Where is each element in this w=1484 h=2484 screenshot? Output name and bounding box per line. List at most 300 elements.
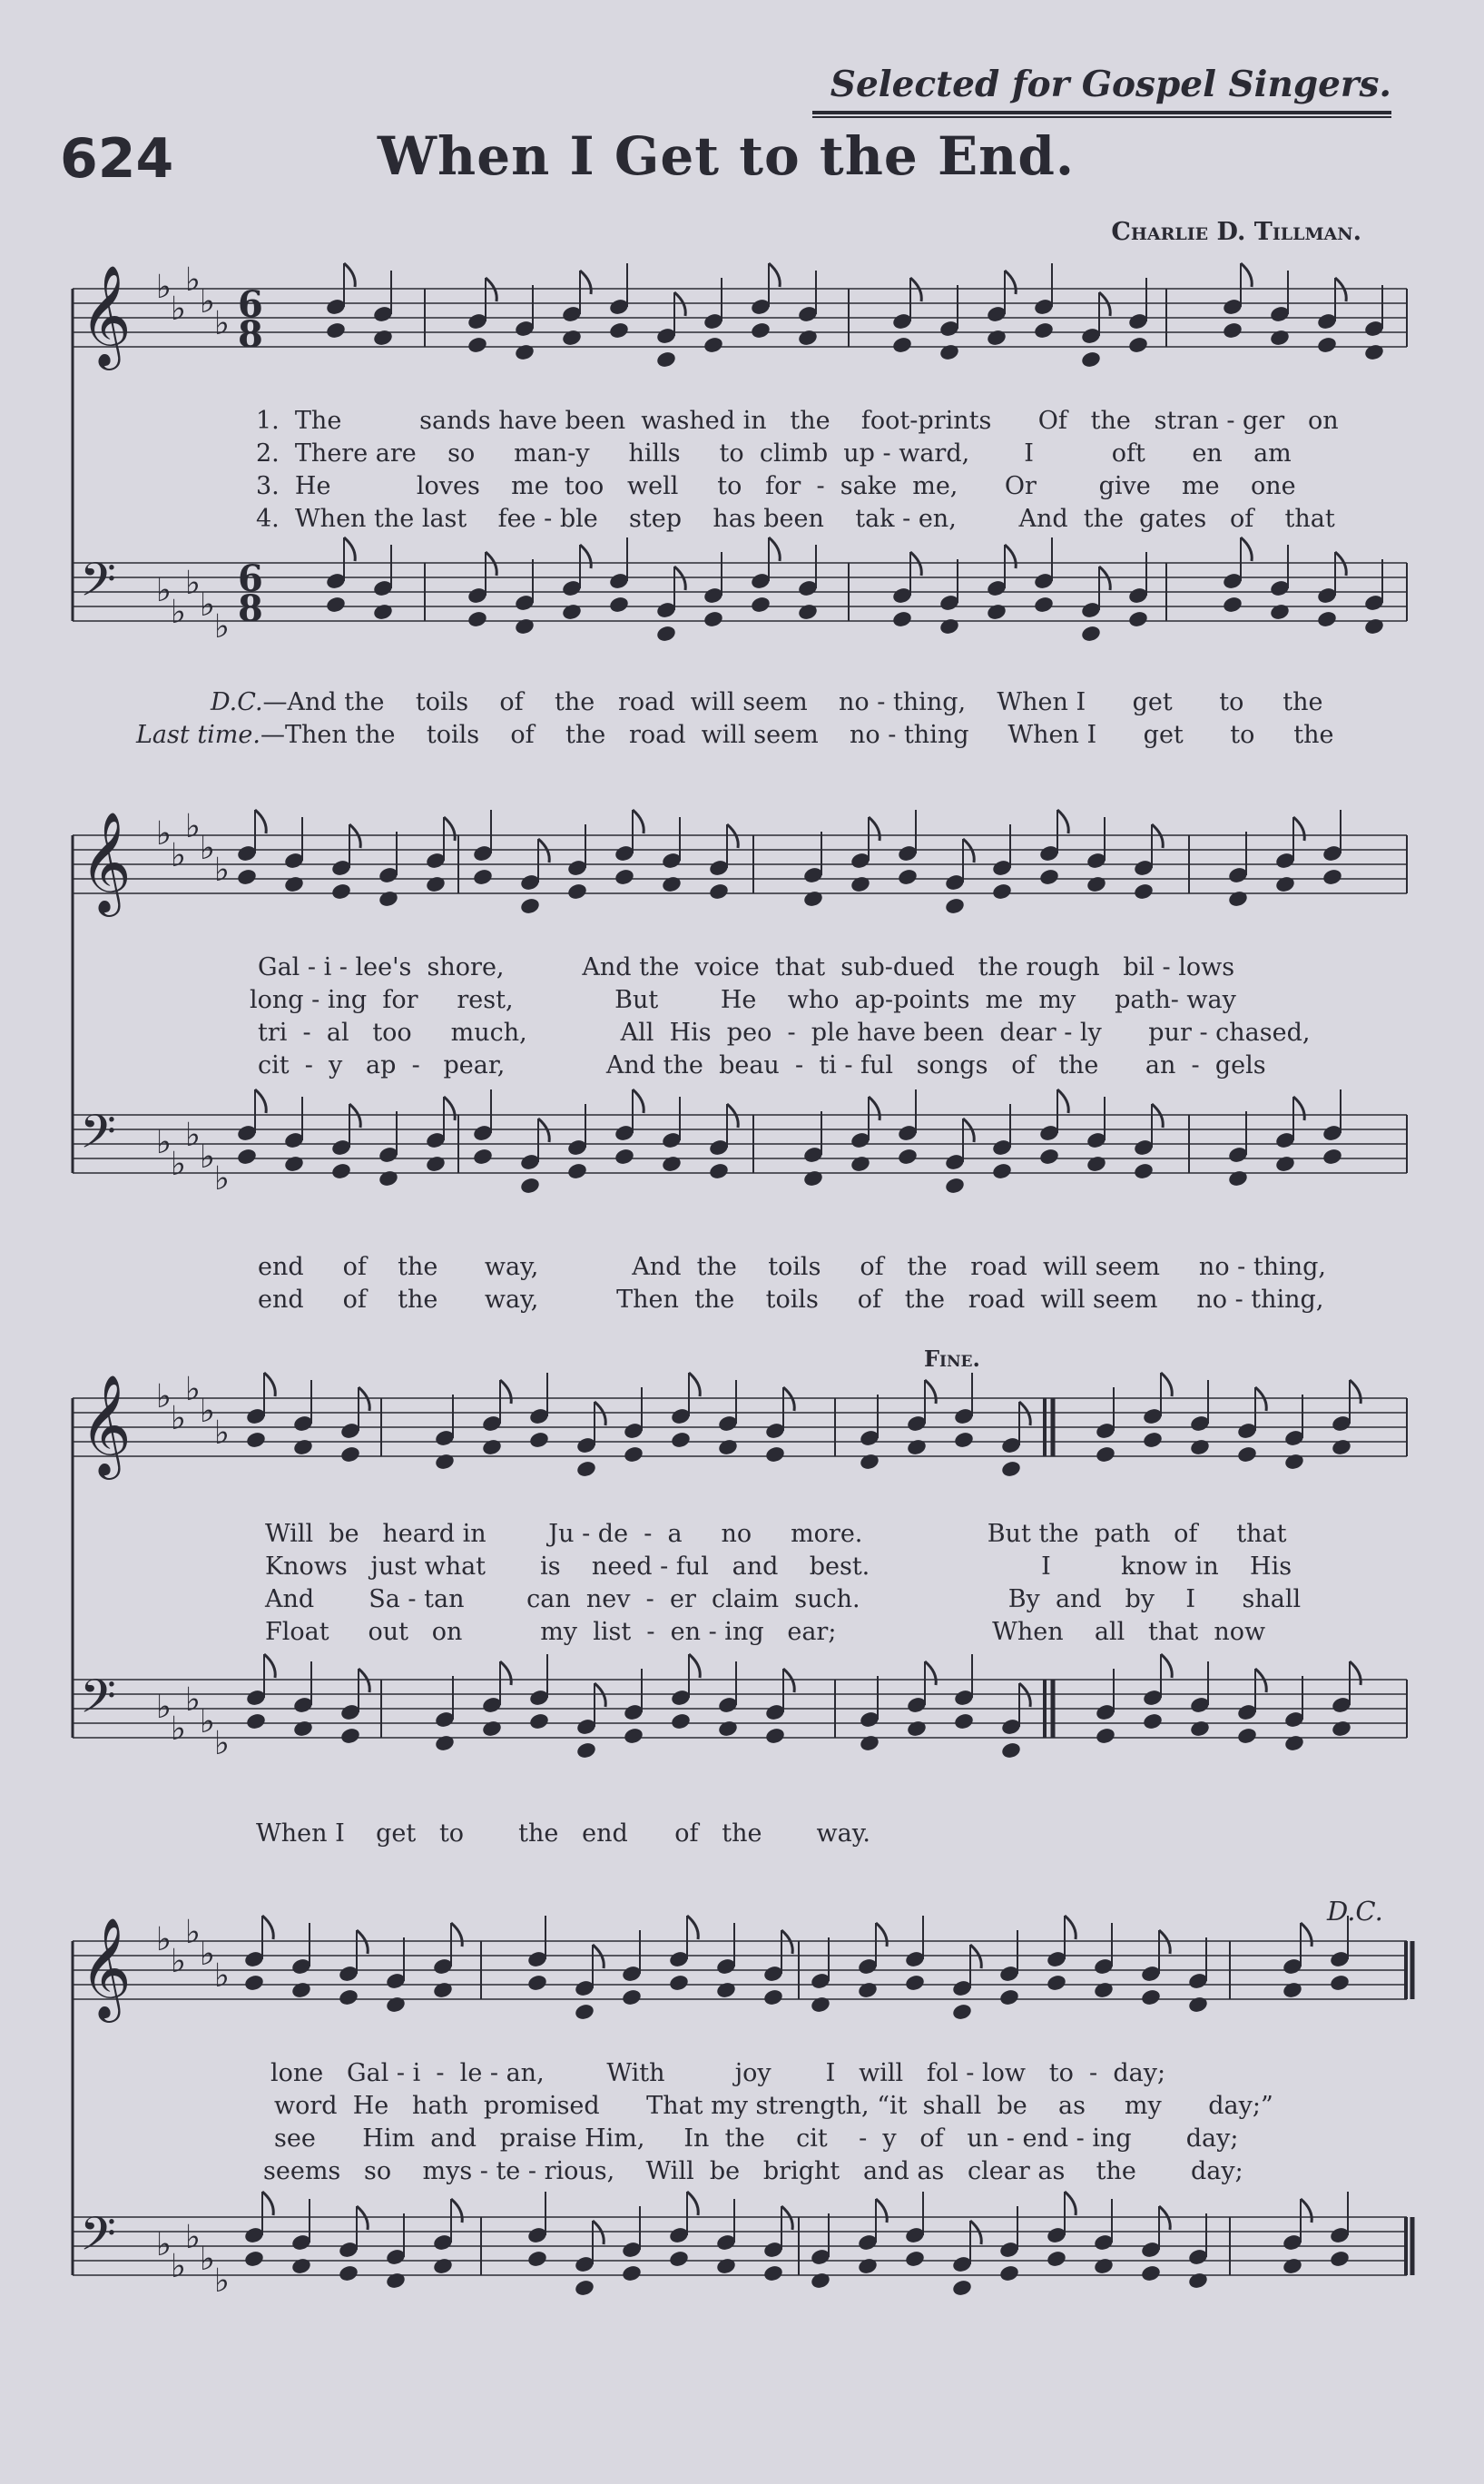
note-head — [519, 1177, 541, 1196]
verse-line: long - ing for rest, But He who ap-points me my path- way — [250, 986, 1236, 1014]
note-head — [750, 596, 771, 615]
flat-icon: ♭ — [156, 815, 172, 853]
chorus-line — [211, 688, 1323, 716]
note-head — [1322, 1148, 1343, 1167]
flat-icon: ♭ — [185, 808, 201, 845]
note-head — [904, 1974, 926, 1993]
note-head — [1222, 321, 1243, 340]
note-flag — [687, 2192, 698, 2215]
time-signature-bottom: 8 — [238, 313, 263, 356]
note-flag — [781, 1930, 792, 1954]
flat-icon: ♭ — [171, 594, 186, 631]
note-flag — [1161, 1373, 1172, 1396]
note-head — [857, 1981, 879, 2000]
note-flag — [357, 2206, 368, 2230]
note-flag — [727, 824, 738, 848]
note-head — [1236, 1445, 1258, 1464]
note-head — [481, 1438, 503, 1457]
note-flag — [727, 1104, 738, 1128]
note-flag — [687, 1916, 698, 1939]
note-head — [283, 875, 305, 894]
note-head — [372, 329, 394, 348]
note-head — [857, 2257, 879, 2276]
note-flag — [633, 1089, 644, 1113]
bass-clef-icon: 𝄢 — [80, 1669, 116, 1735]
flat-icon: ♭ — [156, 1124, 172, 1161]
note-flag — [1293, 1097, 1304, 1120]
note-flag — [1335, 552, 1346, 576]
note-head — [655, 625, 677, 644]
note-head — [1038, 868, 1060, 887]
note-head — [1000, 1741, 1022, 1760]
chorus-line: end of the way, Then the toils of the road will seem no - thing, — [258, 1286, 1324, 1314]
note-flag — [1255, 1387, 1266, 1411]
note-head — [528, 1712, 550, 1731]
note-head — [566, 1162, 588, 1181]
note-head — [621, 2264, 643, 2283]
note-head — [338, 1988, 359, 2007]
note-head — [953, 1431, 975, 1450]
flat-icon: ♭ — [200, 830, 215, 867]
flat-icon: ♭ — [185, 261, 201, 299]
note-head — [1236, 1727, 1258, 1746]
note-flag — [910, 552, 921, 576]
flat-icon: ♭ — [185, 2219, 201, 2256]
note-head — [526, 1974, 548, 1993]
flat-icon: ♭ — [185, 1681, 201, 1719]
note-flag — [1293, 817, 1304, 841]
note-flag — [1241, 537, 1252, 561]
note-head — [1189, 1438, 1211, 1457]
note-head — [1316, 336, 1338, 355]
note-flag — [633, 810, 644, 833]
flat-icon: ♭ — [171, 291, 186, 328]
note-head — [561, 603, 583, 622]
note-head — [378, 890, 399, 909]
note-head — [292, 1720, 314, 1739]
note-head — [1033, 596, 1055, 615]
note-head — [661, 1155, 683, 1174]
note-head — [1316, 610, 1338, 629]
note-head — [1142, 1431, 1164, 1450]
note-flag — [1350, 1661, 1361, 1685]
note-flag — [1152, 824, 1163, 848]
flat-icon: ♭ — [171, 1943, 186, 1980]
note-head — [810, 2272, 831, 2291]
flat-icon: ♭ — [171, 837, 186, 874]
note-flag — [444, 817, 455, 841]
note-head — [668, 1974, 690, 1993]
note-head — [944, 1177, 966, 1196]
note-flag — [1301, 1923, 1312, 1947]
verse-line: And Sa - tan can nev - er claim such. By and by I shall — [265, 1585, 1302, 1613]
note-head — [434, 1453, 456, 1472]
note-head — [1140, 1988, 1162, 2007]
note-flag — [255, 1089, 266, 1113]
note-head — [481, 1720, 503, 1739]
bass-clef-icon: 𝄢 — [80, 1104, 116, 1170]
note-head — [623, 1445, 644, 1464]
note-head — [1227, 890, 1249, 909]
verse-line: Knows just what is need - ful and best. I know in His — [265, 1552, 1292, 1581]
note-head — [906, 1720, 928, 1739]
note-head — [1269, 329, 1291, 348]
note-head — [668, 2250, 690, 2269]
note-flag — [674, 292, 685, 316]
treble-clef-icon: 𝄞 — [80, 1374, 132, 1475]
flat-icon: ♭ — [200, 283, 215, 320]
note-head — [1080, 625, 1102, 644]
note-flag — [963, 1119, 974, 1142]
note-head — [519, 897, 541, 916]
flat-icon: ♭ — [171, 1710, 186, 1748]
note-flag — [689, 1654, 700, 1678]
note-head — [1363, 343, 1385, 362]
note-flag — [344, 537, 355, 561]
note-flag — [1065, 2192, 1076, 2215]
note-head — [1331, 1438, 1352, 1457]
note-head — [338, 2264, 359, 2283]
note-head — [283, 1155, 305, 1174]
note-head — [467, 336, 488, 355]
note-head — [708, 1162, 730, 1181]
note-flag — [359, 1669, 369, 1692]
collection-banner: Selected for Gospel Singers. — [830, 64, 1391, 105]
chorus-line: end of the way, And the toils of the road will seem no - thing, — [258, 1253, 1326, 1281]
note-flag — [264, 1654, 275, 1678]
treble-clef-icon: 𝄞 — [80, 264, 132, 366]
note-head — [614, 1148, 635, 1167]
chorus-line: When I get to the end of the way. — [256, 1819, 870, 1848]
note-flag — [1255, 1669, 1266, 1692]
note-head — [951, 2003, 973, 2022]
note-head — [715, 2257, 737, 2276]
note-head — [623, 1727, 644, 1746]
note-head — [1038, 1148, 1060, 1167]
note-head — [245, 1712, 267, 1731]
note-head — [802, 1169, 824, 1188]
note-head — [859, 1734, 880, 1753]
note-flag — [1005, 271, 1016, 294]
note-flag — [781, 2206, 792, 2230]
note-flag — [1065, 1916, 1076, 1939]
flat-icon: ♭ — [214, 852, 230, 889]
flat-icon: ♭ — [214, 1725, 230, 1762]
note-head — [1187, 2272, 1209, 2291]
note-flag — [1099, 292, 1110, 316]
note-head — [290, 1981, 312, 2000]
note-flag — [1019, 1402, 1030, 1425]
flat-icon: ♭ — [156, 1378, 172, 1415]
note-flag — [359, 1387, 369, 1411]
note-flag — [262, 2192, 273, 2215]
bass-clef-icon: 𝄢 — [80, 552, 116, 618]
fine-mark: Fine. — [924, 1346, 980, 1372]
note-flag — [910, 278, 921, 301]
verse-line: cit - y ap - pear, And the beau - ti - ful songs of the an - gels — [258, 1051, 1266, 1079]
note-flag — [344, 263, 355, 287]
dc-mark: D.C. — [1327, 1896, 1383, 1927]
bass-clef-icon: 𝄢 — [80, 2206, 116, 2272]
note-head — [472, 1148, 494, 1167]
note-head — [1189, 1720, 1211, 1739]
flat-icon: ♭ — [185, 1117, 201, 1154]
time-signature-top: 6 — [238, 283, 263, 326]
note-head — [1093, 1981, 1115, 2000]
flat-icon: ♭ — [214, 1414, 230, 1452]
note-head — [575, 1741, 597, 1760]
note-flag — [769, 537, 780, 561]
note-head — [764, 1727, 786, 1746]
note-head — [1046, 2250, 1067, 2269]
note-flag — [1057, 1089, 1068, 1113]
note-flag — [349, 824, 360, 848]
note-flag — [1057, 810, 1068, 833]
note-head — [998, 1988, 1020, 2007]
note-flag — [451, 1923, 462, 1947]
note-head — [859, 1453, 880, 1472]
note-head — [243, 1974, 265, 1993]
note-head — [850, 875, 871, 894]
note-head — [432, 1981, 454, 2000]
note-head — [897, 1148, 919, 1167]
note-flag — [1099, 567, 1110, 590]
note-head — [243, 2250, 265, 2269]
chorus-line — [136, 721, 1334, 749]
flat-icon: ♭ — [200, 1703, 215, 1740]
note-flag — [500, 1661, 511, 1685]
note-head — [1086, 1155, 1107, 1174]
note-head — [762, 2264, 784, 2283]
note-flag — [869, 1097, 880, 1120]
note-flag — [451, 2199, 462, 2223]
note-head — [290, 2257, 312, 2276]
note-head — [703, 610, 724, 629]
note-head — [608, 321, 630, 340]
time-signature-top: 6 — [238, 557, 263, 600]
verse-line: Gal - i - lee's shore, And the voice that sub-dued the rough bil - lows — [258, 953, 1235, 981]
note-head — [432, 2257, 454, 2276]
flat-icon: ♭ — [156, 1689, 172, 1726]
note-head — [1033, 321, 1055, 340]
note-head — [1322, 868, 1343, 887]
note-head — [1274, 875, 1296, 894]
note-head — [891, 336, 913, 355]
note-flag — [876, 1923, 887, 1947]
note-head — [715, 1981, 737, 2000]
note-head — [339, 1445, 361, 1464]
flat-icon: ♭ — [200, 1393, 215, 1430]
note-head — [1222, 596, 1243, 615]
note-head — [1127, 336, 1149, 355]
note-flag — [869, 817, 880, 841]
note-head — [472, 868, 494, 887]
note-head — [1046, 1974, 1067, 1993]
flat-icon: ♭ — [214, 1160, 230, 1198]
note-flag — [580, 271, 591, 294]
note-flag — [486, 552, 496, 576]
verse-line: tri - al too much, All His peo - ple have been dear - ly pur - chased, — [258, 1019, 1311, 1047]
note-head — [425, 875, 447, 894]
note-head — [236, 868, 258, 887]
note-head — [797, 329, 819, 348]
note-flag — [674, 567, 685, 590]
note-head — [236, 1148, 258, 1167]
note-head — [708, 882, 730, 902]
note-flag — [970, 2221, 981, 2244]
note-flag — [1161, 1654, 1172, 1678]
note-head — [1140, 2264, 1162, 2283]
note-head — [1080, 350, 1102, 370]
note-head — [951, 2279, 973, 2298]
note-head — [1274, 1155, 1296, 1174]
note-flag — [349, 1104, 360, 1128]
flat-icon: ♭ — [171, 1400, 186, 1437]
hymn-title: When I Get to the End. — [377, 125, 1076, 187]
verse-line: see Him and praise Him, In the cit - y of un - end - ing day; — [274, 2124, 1239, 2153]
note-head — [1093, 2257, 1115, 2276]
note-head — [891, 610, 913, 629]
flat-icon: ♭ — [171, 2248, 186, 2285]
note-head — [670, 1712, 692, 1731]
note-head — [991, 1162, 1013, 1181]
note-flag — [595, 1402, 605, 1425]
note-flag — [1005, 545, 1016, 568]
note-head — [372, 603, 394, 622]
verse-line: seems so mys - te - rious, Will be bright and as clear as the day; — [263, 2157, 1243, 2185]
note-flag — [1152, 1104, 1163, 1128]
flat-icon: ♭ — [171, 1146, 186, 1183]
note-head — [717, 1720, 739, 1739]
note-head — [906, 1438, 928, 1457]
note-flag — [783, 1387, 794, 1411]
note-head — [897, 868, 919, 887]
note-flag — [255, 810, 266, 833]
note-head — [1095, 1727, 1116, 1746]
note-head — [1127, 610, 1149, 629]
note-head — [1363, 617, 1385, 636]
note-head — [614, 868, 635, 887]
note-head — [998, 2264, 1020, 2283]
note-flag — [1335, 278, 1346, 301]
note-head — [939, 617, 960, 636]
verse-line: 2. There are so man-y hills to climb up - ward, I oft en am — [256, 439, 1292, 468]
note-head — [991, 882, 1013, 902]
note-head — [1269, 603, 1291, 622]
note-head — [566, 882, 588, 902]
note-head — [1000, 1460, 1022, 1479]
note-flag — [1241, 263, 1252, 287]
note-head — [292, 1438, 314, 1457]
note-flag — [925, 1661, 936, 1685]
note-flag — [1019, 1683, 1030, 1707]
note-flag — [963, 839, 974, 862]
note-head — [434, 1734, 456, 1753]
flat-icon: ♭ — [156, 269, 172, 306]
flat-icon: ♭ — [200, 1138, 215, 1176]
note-head — [953, 1712, 975, 1731]
verse-line: Will be heard in Ju - de - a no more. But the path of that — [265, 1520, 1287, 1548]
verse-line: 3. He loves me too well to for - sake me, Or give me one — [256, 472, 1296, 500]
flat-icon: ♭ — [214, 608, 230, 646]
note-head — [245, 1431, 267, 1450]
note-head — [1142, 1712, 1164, 1731]
note-flag — [1301, 2199, 1312, 2223]
note-head — [1095, 1445, 1116, 1464]
note-head — [514, 343, 536, 362]
flat-icon: ♭ — [185, 1914, 201, 1951]
note-head — [802, 890, 824, 909]
flat-icon: ♭ — [200, 1936, 215, 1973]
flat-icon: ♭ — [185, 1371, 201, 1408]
note-head — [385, 2272, 407, 2291]
note-head — [1133, 1162, 1155, 1181]
flat-icon: ♭ — [214, 1957, 230, 1995]
flat-icon: ♭ — [156, 2226, 172, 2263]
note-head — [986, 603, 1007, 622]
verse-line: lone Gal - i - le - an, With joy I will fol - low to - day; — [270, 2059, 1166, 2087]
verse-line: word He hath promised That my strength, “it shall be as my day;” — [274, 2092, 1273, 2120]
note-head — [425, 1155, 447, 1174]
note-flag — [262, 1916, 273, 1939]
note-head — [1329, 2250, 1351, 2269]
note-head — [1227, 1169, 1249, 1188]
composer-credit: Charlie D. Tillman. — [1111, 218, 1361, 246]
chorus-lead: Last time. — [136, 721, 260, 749]
note-head — [514, 617, 536, 636]
verse-line: Float out on my list - en - ing ear; When all that now — [265, 1618, 1266, 1646]
note-flag — [580, 545, 591, 568]
note-head — [325, 596, 347, 615]
note-flag — [538, 1119, 549, 1142]
note-head — [1283, 1734, 1305, 1753]
verse-line: 1. The sands have been washed in the foot-prints Of the stran - ger on — [256, 407, 1339, 435]
treble-clef-icon: 𝄞 — [80, 811, 132, 912]
note-flag — [783, 1669, 794, 1692]
note-head — [661, 875, 683, 894]
note-head — [575, 1460, 597, 1479]
note-head — [1133, 882, 1155, 902]
note-flag — [593, 1945, 604, 1968]
note-head — [330, 882, 352, 902]
note-head — [762, 1988, 784, 2007]
note-flag — [970, 1945, 981, 1968]
note-flag — [689, 1373, 700, 1396]
flat-icon: ♭ — [156, 1921, 172, 1958]
note-head — [339, 1727, 361, 1746]
note-head — [385, 1996, 407, 2015]
note-head — [750, 321, 771, 340]
flat-icon: ♭ — [214, 2262, 230, 2300]
note-flag — [769, 263, 780, 287]
treble-clef-icon: 𝄞 — [80, 1917, 132, 2018]
note-head — [939, 343, 960, 362]
note-head — [1283, 1453, 1305, 1472]
note-head — [670, 1431, 692, 1450]
chorus-text: —Then the toils of the road will seem no - thing When I get to the — [260, 721, 1334, 749]
note-flag — [595, 1683, 605, 1707]
note-head — [526, 2250, 548, 2269]
note-head — [1329, 1974, 1351, 1993]
note-flag — [876, 2199, 887, 2223]
note-head — [528, 1431, 550, 1450]
note-head — [764, 1445, 786, 1464]
chorus-text: —And the toils of the road will seem no - thing, When I get to the — [262, 688, 1323, 716]
note-flag — [925, 1380, 936, 1404]
flat-icon: ♭ — [156, 572, 172, 609]
note-head — [944, 897, 966, 916]
flat-icon: ♭ — [185, 565, 201, 602]
